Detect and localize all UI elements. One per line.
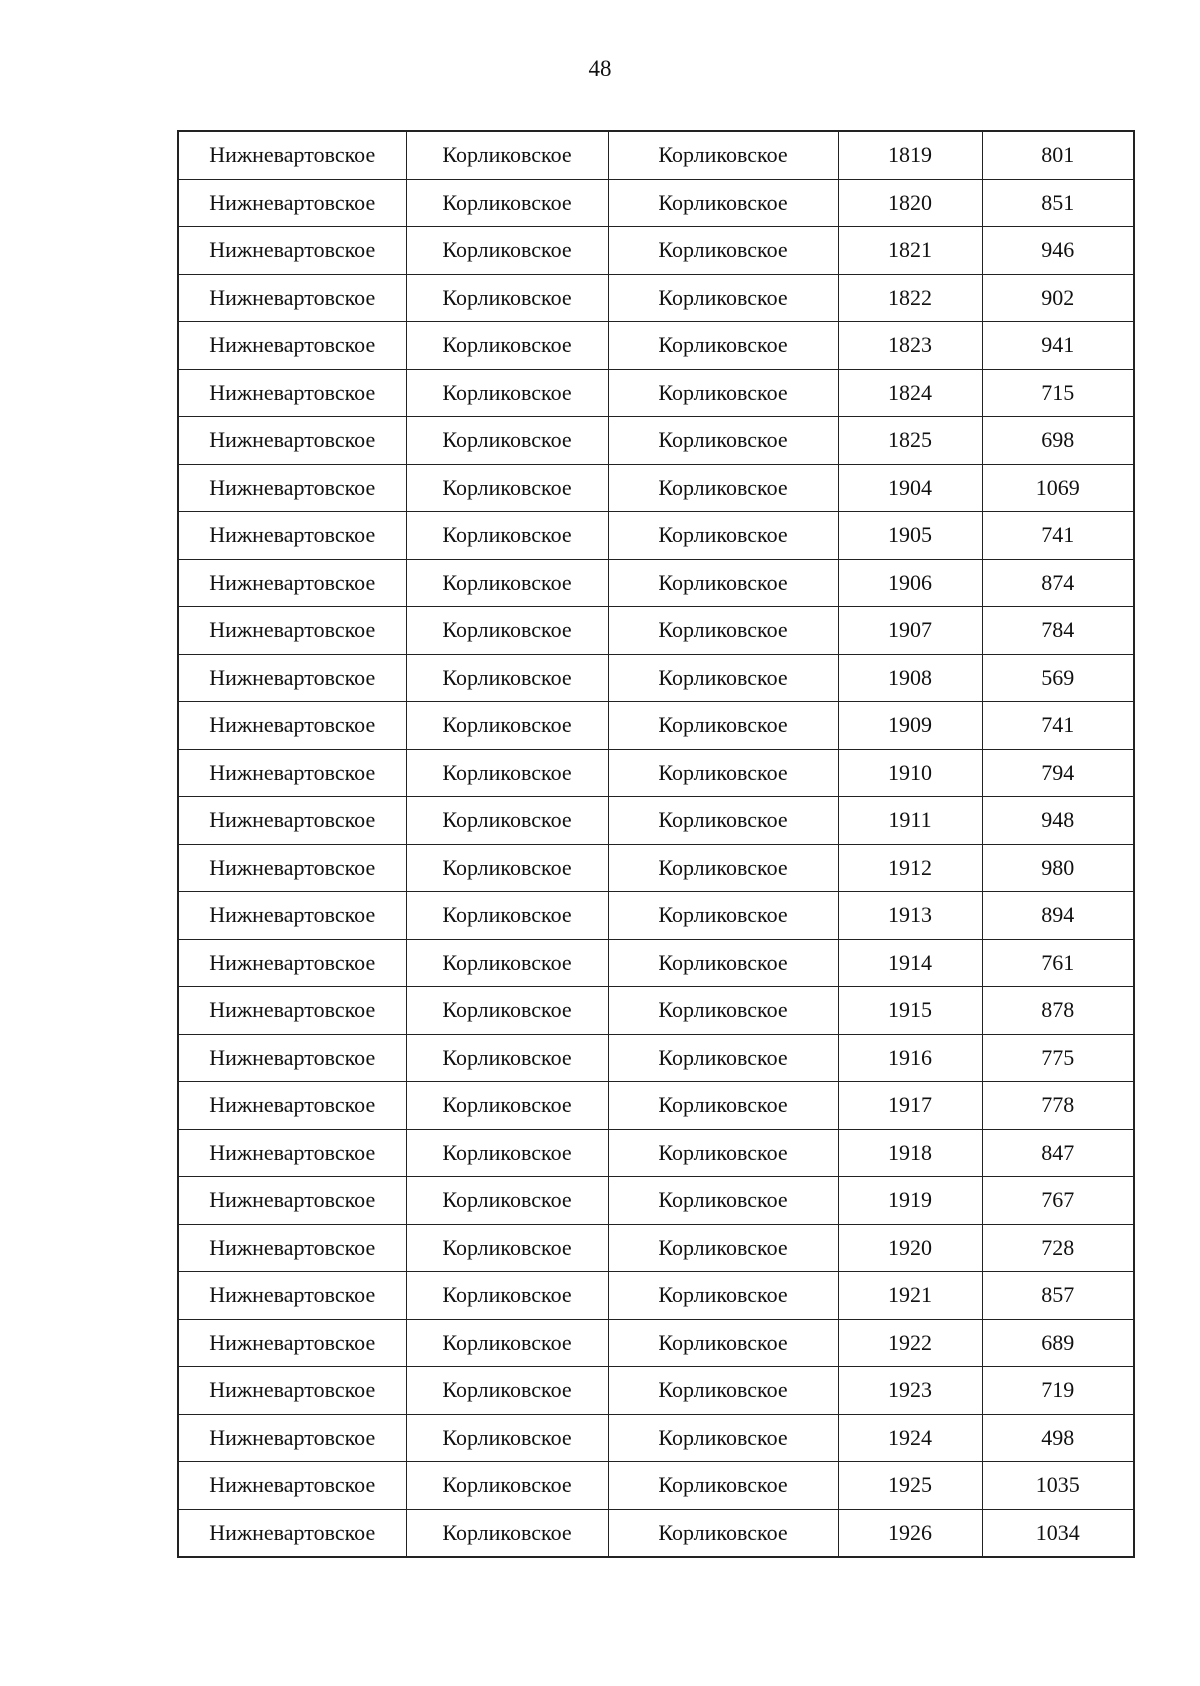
license-area-cell: Корликовское bbox=[608, 1177, 838, 1225]
field-cell: Корликовское bbox=[406, 131, 608, 179]
municipality-cell: Нижневартовское bbox=[178, 702, 406, 750]
license-area-cell: Корликовское bbox=[608, 607, 838, 655]
license-area-cell: Корликовское bbox=[608, 322, 838, 370]
municipality-cell: Нижневартовское bbox=[178, 1082, 406, 1130]
table-row bbox=[178, 1082, 1134, 1130]
value-cell: 902 bbox=[982, 274, 1134, 322]
value-cell: 894 bbox=[982, 892, 1134, 940]
municipality-cell: Нижневартовское bbox=[178, 1367, 406, 1415]
license-area-cell: Корликовское bbox=[608, 1082, 838, 1130]
table-row bbox=[178, 179, 1134, 227]
value-cell: 569 bbox=[982, 654, 1134, 702]
well-pad-cell: 1904 bbox=[838, 464, 982, 512]
field-cell: Корликовское bbox=[406, 1224, 608, 1272]
value-cell: 874 bbox=[982, 559, 1134, 607]
municipality-cell: Нижневартовское bbox=[178, 1129, 406, 1177]
field-cell: Корликовское bbox=[406, 227, 608, 275]
municipality-cell: Нижневартовское bbox=[178, 464, 406, 512]
license-area-cell: Корликовское bbox=[608, 464, 838, 512]
municipality-cell: Нижневартовское bbox=[178, 1509, 406, 1557]
license-area-cell: Корликовское bbox=[608, 227, 838, 275]
well-pad-cell: 1920 bbox=[838, 1224, 982, 1272]
well-pad-cell: 1919 bbox=[838, 1177, 982, 1225]
field-cell: Корликовское bbox=[406, 749, 608, 797]
field-cell: Корликовское bbox=[406, 1034, 608, 1082]
table-row bbox=[178, 369, 1134, 417]
field-cell: Корликовское bbox=[406, 1367, 608, 1415]
municipality-cell: Нижневартовское bbox=[178, 227, 406, 275]
table-row bbox=[178, 1462, 1134, 1510]
municipality-cell: Нижневартовское bbox=[178, 892, 406, 940]
license-area-cell: Корликовское bbox=[608, 131, 838, 179]
table-row bbox=[178, 512, 1134, 560]
field-cell: Корликовское bbox=[406, 512, 608, 560]
well-pad-cell: 1820 bbox=[838, 179, 982, 227]
license-area-cell: Корликовское bbox=[608, 179, 838, 227]
value-cell: 741 bbox=[982, 512, 1134, 560]
license-area-cell: Корликовское bbox=[608, 844, 838, 892]
field-cell: Корликовское bbox=[406, 1082, 608, 1130]
license-area-cell: Корликовское bbox=[608, 797, 838, 845]
well-pad-cell: 1906 bbox=[838, 559, 982, 607]
municipality-cell: Нижневартовское bbox=[178, 1272, 406, 1320]
table-row bbox=[178, 1414, 1134, 1462]
license-area-cell: Корликовское bbox=[608, 1319, 838, 1367]
table-row bbox=[178, 749, 1134, 797]
field-cell: Корликовское bbox=[406, 702, 608, 750]
license-area-cell: Корликовское bbox=[608, 702, 838, 750]
field-cell: Корликовское bbox=[406, 179, 608, 227]
municipality-cell: Нижневартовское bbox=[178, 559, 406, 607]
table-row bbox=[178, 1509, 1134, 1557]
license-area-cell: Корликовское bbox=[608, 939, 838, 987]
municipality-cell: Нижневартовское bbox=[178, 512, 406, 560]
municipality-cell: Нижневартовское bbox=[178, 274, 406, 322]
field-cell: Корликовское bbox=[406, 1414, 608, 1462]
table-row bbox=[178, 1272, 1134, 1320]
table-row bbox=[178, 939, 1134, 987]
value-cell: 784 bbox=[982, 607, 1134, 655]
value-cell: 719 bbox=[982, 1367, 1134, 1415]
municipality-cell: Нижневартовское bbox=[178, 844, 406, 892]
table-row bbox=[178, 607, 1134, 655]
license-area-cell: Корликовское bbox=[608, 512, 838, 560]
municipality-cell: Нижневартовское bbox=[178, 1462, 406, 1510]
value-cell: 1069 bbox=[982, 464, 1134, 512]
value-cell: 801 bbox=[982, 131, 1134, 179]
license-area-cell: Корликовское bbox=[608, 749, 838, 797]
municipality-cell: Нижневартовское bbox=[178, 607, 406, 655]
municipality-cell: Нижневартовское bbox=[178, 654, 406, 702]
license-area-cell: Корликовское bbox=[608, 1034, 838, 1082]
municipality-cell: Нижневартовское bbox=[178, 749, 406, 797]
well-pad-cell: 1914 bbox=[838, 939, 982, 987]
well-pad-cell: 1819 bbox=[838, 131, 982, 179]
table-row bbox=[178, 654, 1134, 702]
value-cell: 941 bbox=[982, 322, 1134, 370]
table-row bbox=[178, 274, 1134, 322]
license-area-cell: Корликовское bbox=[608, 417, 838, 465]
table-row bbox=[178, 417, 1134, 465]
table-row bbox=[178, 1224, 1134, 1272]
value-cell: 1034 bbox=[982, 1509, 1134, 1557]
table-row bbox=[178, 227, 1134, 275]
registry-table bbox=[177, 130, 1135, 1558]
well-pad-cell: 1905 bbox=[838, 512, 982, 560]
field-cell: Корликовское bbox=[406, 1177, 608, 1225]
page-number: 48 bbox=[588, 56, 612, 81]
table-row bbox=[178, 987, 1134, 1035]
well-pad-cell: 1909 bbox=[838, 702, 982, 750]
value-cell: 761 bbox=[982, 939, 1134, 987]
table-row bbox=[178, 1177, 1134, 1225]
value-cell: 878 bbox=[982, 987, 1134, 1035]
field-cell: Корликовское bbox=[406, 654, 608, 702]
field-cell: Корликовское bbox=[406, 892, 608, 940]
value-cell: 778 bbox=[982, 1082, 1134, 1130]
table-row bbox=[178, 464, 1134, 512]
well-pad-cell: 1825 bbox=[838, 417, 982, 465]
municipality-cell: Нижневартовское bbox=[178, 939, 406, 987]
well-pad-cell: 1922 bbox=[838, 1319, 982, 1367]
table-row bbox=[178, 844, 1134, 892]
municipality-cell: Нижневартовское bbox=[178, 987, 406, 1035]
license-area-cell: Корликовское bbox=[608, 559, 838, 607]
value-cell: 847 bbox=[982, 1129, 1134, 1177]
value-cell: 851 bbox=[982, 179, 1134, 227]
municipality-cell: Нижневартовское bbox=[178, 1224, 406, 1272]
well-pad-cell: 1918 bbox=[838, 1129, 982, 1177]
field-cell: Корликовское bbox=[406, 417, 608, 465]
municipality-cell: Нижневартовское bbox=[178, 417, 406, 465]
well-pad-cell: 1921 bbox=[838, 1272, 982, 1320]
license-area-cell: Корликовское bbox=[608, 987, 838, 1035]
field-cell: Корликовское bbox=[406, 1509, 608, 1557]
municipality-cell: Нижневартовское bbox=[178, 179, 406, 227]
license-area-cell: Корликовское bbox=[608, 1462, 838, 1510]
value-cell: 715 bbox=[982, 369, 1134, 417]
value-cell: 498 bbox=[982, 1414, 1134, 1462]
value-cell: 1035 bbox=[982, 1462, 1134, 1510]
field-cell: Корликовское bbox=[406, 987, 608, 1035]
value-cell: 689 bbox=[982, 1319, 1134, 1367]
field-cell: Корликовское bbox=[406, 464, 608, 512]
value-cell: 794 bbox=[982, 749, 1134, 797]
value-cell: 698 bbox=[982, 417, 1134, 465]
value-cell: 980 bbox=[982, 844, 1134, 892]
municipality-cell: Нижневартовское bbox=[178, 1034, 406, 1082]
well-pad-cell: 1910 bbox=[838, 749, 982, 797]
municipality-cell: Нижневартовское bbox=[178, 1319, 406, 1367]
license-area-cell: Корликовское bbox=[608, 1129, 838, 1177]
license-area-cell: Корликовское bbox=[608, 654, 838, 702]
field-cell: Корликовское bbox=[406, 844, 608, 892]
field-cell: Корликовское bbox=[406, 369, 608, 417]
well-pad-cell: 1908 bbox=[838, 654, 982, 702]
table-row bbox=[178, 322, 1134, 370]
field-cell: Корликовское bbox=[406, 607, 608, 655]
field-cell: Корликовское bbox=[406, 274, 608, 322]
value-cell: 728 bbox=[982, 1224, 1134, 1272]
table-row bbox=[178, 559, 1134, 607]
well-pad-cell: 1823 bbox=[838, 322, 982, 370]
well-pad-cell: 1824 bbox=[838, 369, 982, 417]
well-pad-cell: 1926 bbox=[838, 1509, 982, 1557]
field-cell: Корликовское bbox=[406, 1129, 608, 1177]
field-cell: Корликовское bbox=[406, 939, 608, 987]
value-cell: 948 bbox=[982, 797, 1134, 845]
registry-table-body bbox=[178, 131, 1134, 1557]
table-row bbox=[178, 1319, 1134, 1367]
license-area-cell: Корликовское bbox=[608, 1224, 838, 1272]
well-pad-cell: 1917 bbox=[838, 1082, 982, 1130]
license-area-cell: Корликовское bbox=[608, 1367, 838, 1415]
well-pad-cell: 1916 bbox=[838, 1034, 982, 1082]
well-pad-cell: 1912 bbox=[838, 844, 982, 892]
value-cell: 741 bbox=[982, 702, 1134, 750]
well-pad-cell: 1925 bbox=[838, 1462, 982, 1510]
municipality-cell: Нижневартовское bbox=[178, 131, 406, 179]
field-cell: Корликовское bbox=[406, 797, 608, 845]
value-cell: 946 bbox=[982, 227, 1134, 275]
table-row bbox=[178, 892, 1134, 940]
municipality-cell: Нижневартовское bbox=[178, 322, 406, 370]
table-row bbox=[178, 131, 1134, 179]
well-pad-cell: 1923 bbox=[838, 1367, 982, 1415]
license-area-cell: Корликовское bbox=[608, 369, 838, 417]
well-pad-cell: 1907 bbox=[838, 607, 982, 655]
well-pad-cell: 1915 bbox=[838, 987, 982, 1035]
well-pad-cell: 1822 bbox=[838, 274, 982, 322]
value-cell: 857 bbox=[982, 1272, 1134, 1320]
table-row bbox=[178, 1129, 1134, 1177]
municipality-cell: Нижневартовское bbox=[178, 797, 406, 845]
well-pad-cell: 1913 bbox=[838, 892, 982, 940]
field-cell: Корликовское bbox=[406, 1272, 608, 1320]
municipality-cell: Нижневартовское bbox=[178, 1177, 406, 1225]
field-cell: Корликовское bbox=[406, 322, 608, 370]
table-row bbox=[178, 797, 1134, 845]
well-pad-cell: 1821 bbox=[838, 227, 982, 275]
table-row bbox=[178, 1034, 1134, 1082]
license-area-cell: Корликовское bbox=[608, 1414, 838, 1462]
well-pad-cell: 1911 bbox=[838, 797, 982, 845]
value-cell: 775 bbox=[982, 1034, 1134, 1082]
license-area-cell: Корликовское bbox=[608, 1509, 838, 1557]
table-row bbox=[178, 1367, 1134, 1415]
table-row bbox=[178, 702, 1134, 750]
municipality-cell: Нижневартовское bbox=[178, 369, 406, 417]
field-cell: Корликовское bbox=[406, 1319, 608, 1367]
license-area-cell: Корликовское bbox=[608, 1272, 838, 1320]
value-cell: 767 bbox=[982, 1177, 1134, 1225]
field-cell: Корликовское bbox=[406, 1462, 608, 1510]
license-area-cell: Корликовское bbox=[608, 892, 838, 940]
municipality-cell: Нижневартовское bbox=[178, 1414, 406, 1462]
field-cell: Корликовское bbox=[406, 559, 608, 607]
well-pad-cell: 1924 bbox=[838, 1414, 982, 1462]
license-area-cell: Корликовское bbox=[608, 274, 838, 322]
